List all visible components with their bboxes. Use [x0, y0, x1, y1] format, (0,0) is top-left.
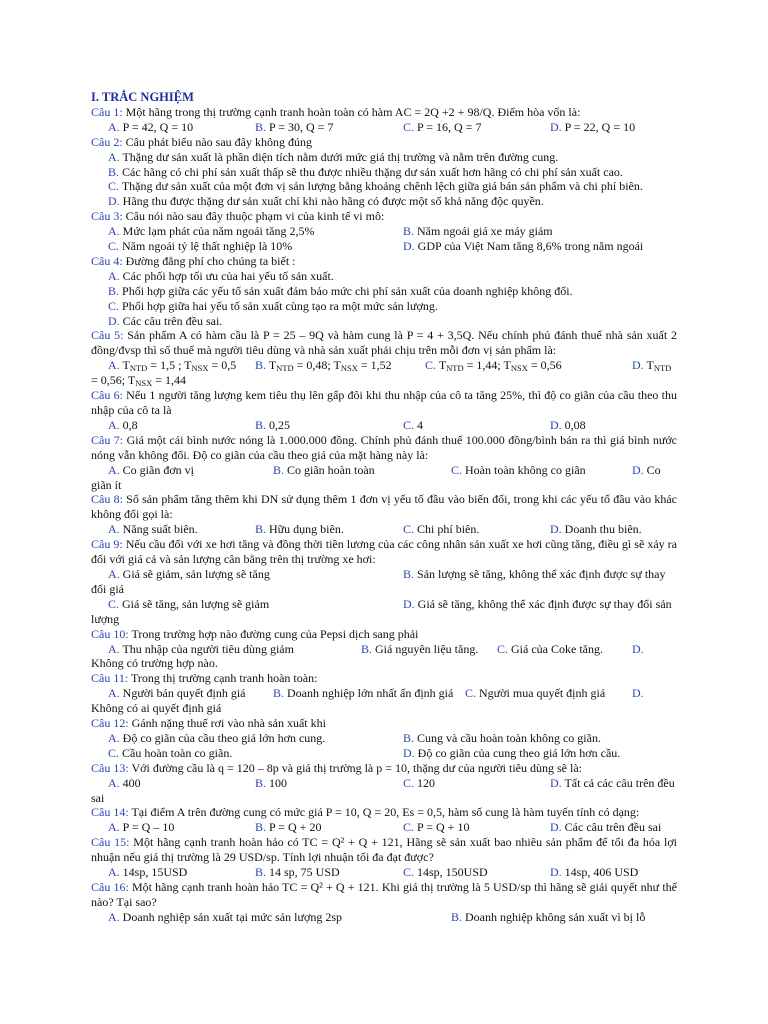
option-text: Các câu trên đều sai [564, 820, 662, 835]
option-c [108, 299, 438, 313]
option-text: 120 [417, 775, 436, 790]
option-text: Doanh nghiệp sản xuất tại mức sản lượng 2sp [122, 909, 342, 924]
option-letter: D. [403, 596, 415, 611]
option-c [451, 463, 632, 478]
option-letter: D. [632, 641, 644, 656]
option-c [403, 418, 550, 433]
option-letter: A. [108, 775, 120, 790]
option-letter: D. [550, 865, 562, 880]
option-text: Cung và cầu hoàn toàn không co giãn. [417, 730, 601, 745]
option-text: P = 16, Q = 7 [417, 119, 482, 134]
option-letter: B. [255, 119, 267, 134]
option-letter: B. [403, 566, 415, 581]
option-text: Chi phí biên. [417, 522, 480, 537]
question-4 [91, 254, 677, 329]
question-7 [91, 433, 677, 493]
option-text: T [438, 358, 447, 373]
option-letter: D. [632, 462, 644, 477]
option-letter: D. [403, 745, 415, 760]
option-text: Hãng thu được thặng dư sản xuất chỉ khi nào hãng có được một số khả năng độc quyền. [122, 194, 544, 209]
option-letter: C. [403, 522, 415, 537]
option-a [108, 358, 255, 373]
option-d [403, 239, 643, 253]
option-text: Phối hợp giữa các yếu tố sản xuất đảm bảo mức chi phí sản xuất của doanh nghiệp không đổi. [122, 283, 573, 298]
option-letter: D. [550, 417, 562, 432]
option-letter: A. [108, 358, 120, 373]
option-b [255, 865, 403, 880]
option-text: Không có trường hợp nào. [91, 656, 218, 671]
option-b [255, 418, 403, 433]
option-letter: B. [403, 730, 415, 745]
option-letter: B. [273, 686, 285, 701]
question-label: Câu 10: [91, 626, 129, 641]
option-row [91, 314, 677, 329]
option-text: Giá sẽ tăng, sản lượng sẽ giảm [122, 596, 270, 611]
option-letter: A. [108, 820, 120, 835]
question-label: Câu 11: [91, 671, 129, 686]
option-letter: D. [550, 820, 562, 835]
option-letter: C. [465, 686, 477, 701]
question-text: Giá một cái bình nước nóng là 1.000.000 đồng. Chính phủ đánh thuế 100.000 đồng/bình bán ra thì giá bình nước nóng vẫn không đổi. Độ co giãn của cầu theo giá của mặt hàng này là: [91, 432, 677, 462]
option-row [91, 820, 677, 835]
question-label: Câu 3: [91, 209, 123, 224]
option-a [108, 776, 255, 791]
question-text: Một hãng cạnh tranh hoàn hảo có TC = Q² + Q + 121, Hãng sẽ sản xuất bao nhiêu sản phẩm để tối đa hóa lợi nhuận nếu giá thị trường là 29 USD/sp. Tính lợi nhuận tối đa đạt được? [91, 835, 678, 865]
option-letter: A. [108, 268, 120, 283]
option-letter: B. [108, 164, 120, 179]
option-text: Phối hợp giữa hai yếu tố sản xuất cùng tạo ra một mức sản lượng. [122, 298, 438, 313]
option-row [91, 463, 677, 493]
option-letter: B. [255, 417, 267, 432]
option-row [91, 179, 677, 194]
question-stem [91, 805, 677, 820]
question-stem [91, 328, 677, 358]
option-row [91, 299, 677, 314]
option-row [91, 269, 677, 284]
option-text: Độ co giãn của cung theo giá lớn hơn cầu. [417, 745, 621, 760]
option-text: Giá của Coke tăng. [511, 641, 603, 656]
option-text: Các câu trên đều sai. [122, 313, 223, 328]
question-label: Câu 4: [91, 253, 123, 268]
option-row [91, 522, 677, 537]
option-letter: A. [108, 522, 120, 537]
option-c [108, 239, 403, 254]
option-row [91, 567, 677, 597]
option-row [91, 239, 677, 254]
option-letter: B. [403, 224, 415, 239]
option-text: = 0,5 [208, 358, 237, 373]
subscript: NTD [446, 363, 464, 374]
question-15 [91, 835, 677, 880]
option-a [108, 224, 403, 239]
option-letter: A. [108, 224, 120, 239]
question-text: Tại điểm A trên đường cung có mức giá P = 10, Q = 20, Es = 0,5, hàm số cung là hàm tuyến tính có dạng: [131, 805, 640, 820]
question-5 [91, 328, 677, 388]
option-row [91, 910, 677, 925]
option-text: Giá nguyên liệu tăng. [375, 641, 479, 656]
option-letter: B. [273, 462, 285, 477]
option-b [255, 820, 403, 835]
option-text: = 0,56; T [91, 373, 136, 388]
option-d [108, 314, 222, 328]
option-text: Thặng dư sản xuất là phần diện tích nằm dưới mức giá thị trường và nằm trên đường cung. [122, 149, 559, 164]
option-text: 400 [122, 775, 141, 790]
option-letter: A. [108, 686, 120, 701]
option-letter: B. [451, 909, 463, 924]
question-text: Sản phẩm A có hàm cầu là P = 25 – 9Q và hàm cung là P = 4 + 3,5Q. Nếu chính phủ đánh thuế nhà sản xuất 2 đồng/đvsp thì số thuế mà người tiêu dùng và nhà sản xuất phải chịu trên mỗi đơn vị sản phẩm là: [91, 328, 677, 358]
option-text: Cầu hoàn toàn co giãn. [122, 745, 233, 760]
question-label: Câu 7: [91, 432, 124, 447]
option-text: P = 42, Q = 10 [122, 119, 194, 134]
option-row [91, 865, 677, 880]
option-text: = 1,5 ; T [147, 358, 192, 373]
option-a [108, 463, 273, 478]
option-text: = 1,44 [152, 373, 187, 388]
option-row [91, 284, 677, 299]
option-letter: C. [451, 462, 463, 477]
option-letter: B. [255, 820, 267, 835]
question-text: Với đường cầu là q = 120 – 8p và giá thị trường là p = 10, thặng dư của người tiêu dùng sẽ là: [131, 760, 582, 775]
option-text: T [646, 358, 654, 373]
option-text: 4 [417, 417, 424, 432]
question-stem [91, 671, 677, 686]
option-a [108, 418, 255, 433]
option-letter: C. [403, 417, 415, 432]
option-b [403, 731, 601, 745]
option-text: 0,8 [122, 417, 138, 432]
option-letter: A. [108, 119, 120, 134]
subscript: NTD [129, 363, 148, 374]
option-text: Doanh nghiệp lớn nhất ấn định giá [287, 686, 454, 701]
option-text: Co giãn đơn vị [122, 462, 195, 477]
option-text: 14 sp, 75 USD [269, 865, 340, 880]
option-a [108, 910, 451, 925]
option-b [273, 686, 465, 701]
question-label: Câu 8: [91, 492, 123, 507]
option-text: Độ co giãn của cầu theo giá lớn hơn cung. [122, 730, 326, 745]
option-row [91, 120, 677, 135]
option-row [91, 418, 677, 433]
question-text: Trong thị trường cạnh tranh hoàn toàn: [131, 671, 318, 686]
option-letter: D. [632, 686, 644, 701]
option-letter: A. [108, 641, 120, 656]
option-letter: A. [108, 149, 120, 164]
subscript: NSX [135, 378, 153, 389]
option-row [91, 731, 677, 746]
option-b [255, 358, 425, 373]
question-stem [91, 716, 677, 731]
option-b [255, 522, 403, 537]
option-b [361, 642, 497, 657]
option-c [465, 686, 632, 701]
question-text: Trong trường hợp nào đường cung của Pepsi dịch sang phải [131, 626, 419, 641]
option-text: Doanh nghiệp không sản xuất vì bị lỗ [465, 909, 646, 924]
section-title: I. TRẮC NGHIỆM [91, 90, 194, 104]
option-text: 100 [269, 775, 288, 790]
option-text: 0,25 [269, 417, 291, 432]
option-letter: D. [550, 522, 562, 537]
subscript: NSX [340, 363, 358, 374]
question-text: Câu phát biểu nào sau đây không đúng [125, 134, 312, 149]
option-text: Hữu dụng biên. [269, 522, 344, 537]
option-c [403, 522, 550, 537]
option-b [108, 284, 573, 298]
question-text: Nếu cầu đối với xe hơi tăng và đồng thời tiền lương của các công nhân sản xuất xe hơi cũng tăng, điều gì sẽ xảy ra đối với giá cả và sản lượng cân bằng trên thị trường xe hơi: [91, 537, 678, 567]
option-b [255, 776, 403, 791]
option-b [403, 224, 553, 238]
option-a [108, 150, 558, 164]
option-letter: D. [550, 119, 562, 134]
option-letter: C. [497, 641, 509, 656]
question-text: Một hãng trong thị trường cạnh tranh hoàn toàn có hàm AC = 2Q +2 + 98/Q. Điểm hòa vốn là: [125, 104, 581, 119]
option-text: Giá sẽ tăng, không thể xác định được sự thay đổi sản lượng [91, 596, 672, 626]
option-row [91, 194, 677, 209]
option-letter: A. [108, 730, 120, 745]
question-10 [91, 627, 677, 672]
question-2 [91, 135, 677, 210]
question-label: Câu 1: [91, 104, 123, 119]
option-letter: C. [108, 179, 120, 194]
option-c [497, 642, 632, 657]
option-letter: B. [255, 865, 267, 880]
option-d [108, 194, 544, 208]
option-letter: B. [361, 641, 373, 656]
option-c [403, 776, 550, 791]
option-a [108, 865, 255, 880]
option-text: Doanh thu biên. [564, 522, 642, 537]
question-1 [91, 105, 677, 135]
question-stem [91, 135, 677, 150]
option-letter: A. [108, 462, 120, 477]
option-letter: D. [108, 194, 120, 209]
option-letter: D. [550, 775, 562, 790]
question-16 [91, 880, 677, 925]
question-label: Câu 6: [91, 388, 123, 403]
option-text: = 0,56 [527, 358, 562, 373]
question-label: Câu 16: [91, 880, 129, 895]
option-text: Các phối hợp tối ưu của hai yếu tố sản xuất. [122, 268, 334, 283]
option-text: Co giãn ít [91, 462, 661, 492]
option-text: Co giãn hoàn toàn [287, 462, 375, 477]
option-text: Năm ngoái tỷ lệ thất nghiệp là 10% [122, 239, 293, 254]
option-letter: A. [108, 566, 120, 581]
question-stem [91, 254, 677, 269]
question-stem [91, 761, 677, 776]
option-text: Năng suất biên. [122, 522, 198, 537]
option-c [425, 358, 632, 373]
option-text: Người mua quyết định giá [479, 686, 606, 701]
option-row [91, 776, 677, 806]
option-letter: D. [632, 358, 644, 373]
option-text: P = 30, Q = 7 [269, 119, 334, 134]
option-b [108, 165, 623, 179]
question-3 [91, 209, 677, 254]
question-text: Nếu 1 người tăng lượng kem tiêu thụ lên gấp đôi khi thu nhập của cô ta tăng 25%, thì độ co giãn của cầu theo thu nhập của cô ta là [91, 388, 677, 418]
exam-content [91, 90, 677, 925]
option-a [108, 567, 403, 582]
option-text: = 0,48; T [293, 358, 341, 373]
option-b [273, 463, 451, 478]
option-letter: C. [108, 298, 120, 313]
question-text: Số sản phẩm tăng thêm khi DN sử dụng thêm 1 đơn vị yếu tố đầu vào biến đổi, trong khi các yếu tố đầu vào khác không đổi gọi là: [91, 492, 677, 522]
option-text: = 1,52 [357, 358, 392, 373]
question-stem [91, 433, 677, 463]
question-stem [91, 105, 677, 120]
option-text: Thặng dư sản xuất của một đơn vị sản lượng bằng khoảng chênh lệch giữa giá bán sản phẩm và chi phí biên. [121, 179, 643, 194]
question-stem [91, 388, 677, 418]
option-letter: C. [108, 596, 120, 611]
option-text: Không có ai quyết định giá [91, 701, 222, 716]
question-6 [91, 388, 677, 433]
option-text: Tất cả các câu trên đều sai [91, 775, 675, 805]
option-text: Thu nhập của người tiêu dùng giảm [122, 641, 294, 656]
question-12 [91, 716, 677, 761]
option-letter: A. [108, 417, 120, 432]
option-letter: C. [403, 775, 415, 790]
option-letter: C. [403, 820, 415, 835]
option-text: P = Q + 10 [417, 820, 470, 835]
option-a [108, 686, 273, 701]
option-letter: B. [255, 522, 267, 537]
question-stem [91, 537, 677, 567]
subscript: NTD [653, 363, 672, 374]
option-row [91, 150, 677, 165]
option-d [550, 418, 586, 432]
subscript: NTD [276, 363, 294, 374]
option-letter: B. [255, 775, 267, 790]
option-letter: B. [255, 358, 267, 373]
option-a [108, 642, 361, 657]
option-a [108, 522, 255, 537]
question-stem [91, 835, 677, 865]
option-row [91, 686, 677, 716]
option-d [550, 120, 635, 134]
option-a [108, 120, 255, 135]
option-letter: C. [108, 239, 120, 254]
option-letter: C. [403, 865, 415, 880]
question-label: Câu 15: [91, 835, 130, 850]
question-stem [91, 492, 677, 522]
question-stem [91, 880, 677, 910]
question-label: Câu 9: [91, 537, 123, 552]
option-text: Hoàn toàn không co giãn [465, 462, 586, 477]
option-text: P = Q + 20 [269, 820, 322, 835]
option-a [108, 269, 334, 283]
option-text: P = 22, Q = 10 [564, 119, 636, 134]
option-c [403, 820, 550, 835]
option-d [403, 746, 620, 760]
option-text: GDP của Việt Nam tăng 8,6% trong năm ngoái [417, 239, 644, 254]
option-text: Người bán quyết định giá [122, 686, 246, 701]
option-c [403, 120, 550, 135]
option-b [255, 120, 403, 135]
question-stem [91, 627, 677, 642]
option-a [108, 731, 403, 746]
option-row [91, 358, 677, 388]
option-a [108, 820, 255, 835]
question-text: Câu nói nào sau đây thuộc phạm vi của kinh tế vi mô: [125, 209, 385, 224]
question-text: Đường đẳng phí cho chúng ta biết : [125, 253, 296, 268]
option-row [91, 746, 677, 761]
option-letter: D. [403, 239, 415, 254]
question-label: Câu 14: [91, 805, 129, 820]
option-letter: C. [403, 119, 415, 134]
question-8 [91, 492, 677, 537]
option-row [91, 224, 677, 239]
option-c [108, 597, 403, 612]
subscript: NSX [191, 363, 209, 374]
question-label: Câu 5: [91, 328, 124, 343]
option-b [451, 910, 645, 924]
option-letter: C. [425, 358, 437, 373]
option-letter: C. [108, 745, 120, 760]
question-14 [91, 805, 677, 835]
option-text: T [268, 358, 277, 373]
option-letter: A. [108, 865, 120, 880]
option-text: Sản lượng sẽ tăng, không thể xác định được sự thay đổi giá [91, 566, 666, 596]
option-row [91, 165, 677, 180]
option-text: T [122, 358, 130, 373]
option-c [403, 865, 550, 880]
option-text: Năm ngoái giá xe máy giảm [417, 224, 553, 239]
option-text: Giá sẽ giảm, sản lượng sẽ tăng [122, 566, 270, 581]
question-13 [91, 761, 677, 806]
question-text: Một hãng cạnh tranh hoàn hảo TC = Q² + Q + 121. Khi giá thị trường là 5 USD/sp thì hãng sẽ giải quyết như thế nào? Tại sao? [91, 880, 677, 909]
subscript: NSX [510, 363, 528, 374]
question-9 [91, 537, 677, 626]
option-d [550, 865, 638, 879]
question-label: Câu 12: [91, 716, 129, 731]
option-d [550, 820, 661, 834]
option-text: 14sp, 15USD [122, 865, 188, 880]
question-label: Câu 13: [91, 760, 129, 775]
question-stem [91, 209, 677, 224]
question-label: Câu 2: [91, 134, 123, 149]
option-row [91, 642, 677, 672]
option-text: 0,08 [564, 417, 586, 432]
option-text: P = Q – 10 [122, 820, 175, 835]
option-d [550, 522, 642, 536]
option-text: 14sp, 150USD [417, 865, 488, 880]
option-text: 14sp, 406 USD [564, 865, 639, 880]
option-letter: B. [108, 283, 120, 298]
option-row [91, 597, 677, 627]
option-text: = 1,44; T [463, 358, 511, 373]
option-text: Mức lạm phát của năm ngoái tăng 2,5% [122, 224, 315, 239]
option-letter: D. [108, 313, 120, 328]
option-text: Các hãng có chi phí sản xuất thấp sẽ thu được nhiều thặng dư sản xuất hơn hãng có chi phí sản xuất cao. [122, 164, 623, 179]
question-11 [91, 671, 677, 716]
option-c [108, 746, 403, 761]
option-c [108, 179, 643, 193]
question-text: Gánh nặng thuế rơi vào nhà sản xuất khi [131, 716, 326, 731]
option-letter: A. [108, 909, 120, 924]
